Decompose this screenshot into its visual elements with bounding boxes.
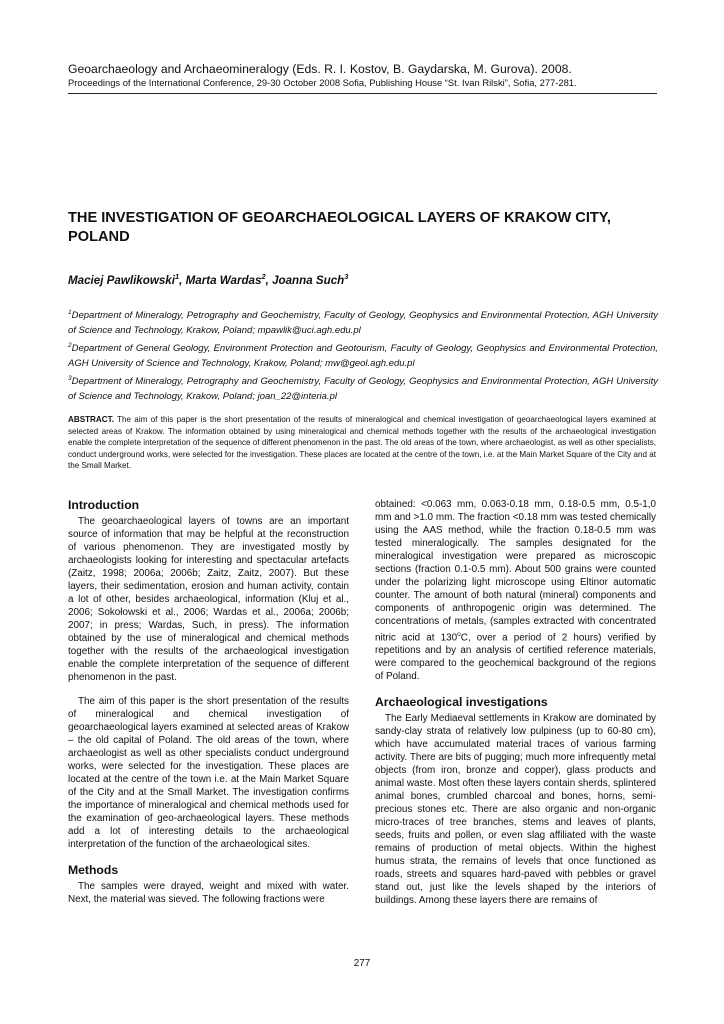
author-affil-mark: 1	[174, 272, 180, 281]
header-citation: Geoarchaeology and Archaeomineralogy (Eds. R. I. Kostov, B. Gaydarska, M. Gurova). 2008.	[68, 62, 572, 76]
body-paragraph: The Early Mediaeval settlements in Krakow are dominated by sandy-clay strata of relatively low pulpiness (up to 60-80 cm), which have accumulated material traces of various farming activity. There are bits of pugging; much more infrequently metal objects (from iron, bronze and copper), glass products and animal waste. Most often these layers contain sherds, splintered animal bones, crumbled charcoal and bones, horns, semi-precious stones etc. There are also organic and non-organic micro-traces of tree branches, stems and leaves of plants, seeds, fruits and pollen, or even slag affiliated with the waste remains of production of metal objects. Within the highest humus strata, the remains of levels that once functioned as roads, streets and squares hard-paved with pebbles or gravel stand out, just like the levels shaped by the interiors of buildings. Among these layers there are remains of	[375, 713, 656, 907]
author-affil-mark: 3	[344, 272, 349, 281]
paper-title: THE INVESTIGATION OF GEOARCHAEOLOGICAL LAYERS OF KRAKOW CITY, POLAND	[68, 210, 611, 245]
affiliation-mark: 3	[68, 375, 72, 383]
author-separator: ,	[265, 273, 273, 287]
methods-text-part: obtained: <0.063 mm, 0.063-0.18 mm, 0.18-0.5 mm, 0.5-1,0 mm and >1.0 mm. The fraction <0.18 mm was tested chemically using the AAS method, while the fraction 0.18-0.5 mm was tested mineralogically. The samples designated for the mineralogical investigation were prepared as microscopic sections (fraction 0.1-0.5 mm). About 500 grains were counted under the polarizing light microscope using Eltinor automatic counter. The amount of both natural (mineral) components and components of anthropogenic origin was determined. The concentrations of metals, (samples extracted with concentrated nitric acid at 130	[375, 499, 656, 644]
affiliations	[68, 305, 658, 404]
affiliation-2	[68, 338, 658, 371]
affiliation-3	[68, 371, 658, 404]
page-number: 277	[353, 958, 371, 969]
header-divider	[68, 93, 657, 94]
affiliation-mark: 2	[68, 342, 72, 350]
affiliation-1	[68, 305, 658, 338]
author-name: Maciej Pawlikowski	[68, 273, 175, 287]
affiliation-text: Department of Mineralogy, Petrography and Geochemistry, Faculty of Geology, Geophysics and Environmental Protection, AGH University of Science and Technology, Krakow, Poland; joan_22@interia.pl	[68, 376, 658, 403]
section-heading-archaeological-investigations: Archaeological investigations	[375, 695, 548, 710]
affiliation-text: Department of Mineralogy, Petrography and Geochemistry, Faculty of Geology, Geophysics and Environmental Protection, AGH University of Science and Technology, Krakow, Poland; mpawlik@uci.agh.edu.pl	[68, 310, 658, 337]
affiliation-text: Department of General Geology, Environment Protection and Geotourism, Faculty of Geology, Geophysics and Environmental Protection, AGH University of Science and Technology, Krakow, Poland; mw@geol.agh.edu.pl	[68, 343, 658, 370]
author-name: Joanna Such	[272, 273, 345, 287]
body-paragraph: The aim of this paper is the short presentation of the results of mineralogical and chemical investigation of geoarchaeological layers examined at selected areas of Krakow – the old capital of Poland. The old areas of the town, where archaeologist as well as other specialists conduct underground works, were selected for the investigation. These places are located at the centre of the town i.e. at the Main Market Square of the City and at the Small Market. The investigation confirms the importance of mineralogical and chemical methods used for the examination of geo-archaeological layers. These methods add a lot of interesting details to the archaeological interpretation of the function of the archaeological sites.	[68, 696, 349, 850]
body-paragraph	[375, 498, 656, 683]
methods-text-part: C, over a period of 2 hours) verified by repetitions and by an analysis of certified reference materials, were compared to the geochemical background of the regions of Poland.	[375, 632, 656, 683]
author-list	[68, 269, 658, 288]
body-paragraph: The samples were drayed, weight and mixed with water. Next, the material was sieved. The following fractions were	[68, 881, 349, 905]
abstract-text: The aim of this paper is the short presentation of the results of mineralogical and chemical investigation of geoarchaeological layers examined at selected areas of Krakow. The information obtained by using mineralogical and chemical methods together with the results of the archaeological investigation enable the complete interpretation of the sequence of different phenomenon in the past. The old areas of the town, where archaeologist, as well as other specialists, conduct underground works, were selected for the investigation. These places are located at the centre of the town, i.e. at the Main Market Square of the City and at the Small Market.	[68, 415, 656, 471]
right-column	[375, 498, 656, 907]
degree-mark: o	[457, 631, 461, 638]
author-separator: ,	[179, 273, 186, 287]
author-affil-mark: 2	[261, 272, 266, 281]
affiliation-mark: 1	[68, 309, 72, 316]
header-proceedings: Proceedings of the International Conference, 29-30 October 2008 Sofia, Publishing House “St. Ivan Rilski”, Sofia, 277-281.	[68, 77, 577, 88]
left-column	[68, 498, 349, 906]
body-paragraph: The geoarchaeological layers of towns are an important source of information that may be helpful at the reconstruction of various phenomenon. They are investigated mostly by archaeologists looking for interesting and spectacular artefacts (Zaitz, 1998; 2006a; 2006b; Zaitz, Zaitz, 2007). But these layers, their sedimentation, erosion and human activity, contain a lot of other, besides archaeological, information (Kluj et al., 2006; Sokołowski et al., 2006; Wardas et al., 2006a; 2006b; 2007; in press; Wardas, Such, in press). The information obtained by the use of mineralogical and chemical methods together with the results of the archaeological investigation enable the complete interpretation of the sequence of different phenomenon in the past.	[68, 516, 349, 683]
abstract-label: ABSTRACT.	[68, 415, 114, 424]
abstract	[68, 414, 656, 472]
section-heading-methods: Methods	[68, 863, 119, 877]
running-header	[68, 62, 658, 89]
section-heading-introduction: Introduction	[68, 498, 140, 512]
author-name: Marta Wardas	[185, 273, 262, 287]
